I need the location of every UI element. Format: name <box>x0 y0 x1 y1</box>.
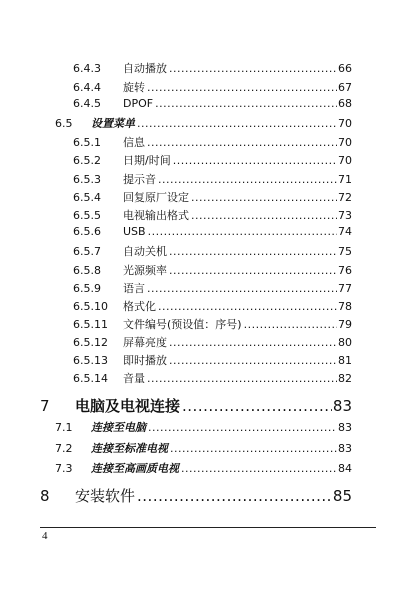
toc-entry-page: 83 <box>332 397 352 415</box>
toc-entry-page: 67 <box>338 81 352 94</box>
toc-dot-leader <box>169 264 337 277</box>
toc-entry-title: 屏幕亮度 <box>123 336 167 349</box>
toc-entry-page: 81 <box>338 354 352 367</box>
toc-entry-number: 6.5 <box>55 117 73 130</box>
toc-entry-page: 70 <box>338 136 352 149</box>
toc-dot-leader <box>170 442 337 455</box>
toc-entry-page: 82 <box>338 372 352 385</box>
toc-entry-page: 76 <box>338 264 352 277</box>
toc-dot-leader <box>169 245 337 258</box>
toc-entry[interactable] <box>73 79 352 95</box>
toc-entry-number: 6.4.3 <box>73 62 101 75</box>
toc-dot-leader <box>147 81 337 94</box>
toc-entry[interactable] <box>73 189 352 205</box>
toc-entry-page: 74 <box>338 225 352 238</box>
toc-dot-leader <box>158 300 337 313</box>
toc-dot-leader <box>169 62 337 75</box>
toc-dot-leader <box>137 487 332 505</box>
toc-entry-number: 6.5.7 <box>73 245 101 258</box>
toc-entry-title: 安装软件 <box>75 487 136 505</box>
toc-entry-title: 电视输出格式 <box>123 209 189 222</box>
toc-entry-number: 7.2 <box>55 442 73 455</box>
toc-section-entry[interactable] <box>55 115 352 131</box>
toc-entry-title: 语言 <box>123 282 145 295</box>
toc-entry-page: 83 <box>338 421 352 434</box>
toc-entry-page: 85 <box>332 487 352 505</box>
footer-divider <box>40 527 376 528</box>
toc-entry-title: 日期/时间 <box>123 154 171 167</box>
toc-entry-number: 6.5.12 <box>73 336 108 349</box>
toc-entry-title: 回复原厂设定 <box>123 191 189 204</box>
toc-dot-leader <box>169 354 337 367</box>
toc-chapter-entry[interactable] <box>40 395 352 416</box>
toc-dot-leader <box>244 318 337 331</box>
toc-dot-leader <box>137 117 337 130</box>
toc-entry-page: 77 <box>338 282 352 295</box>
toc-entry-page: 70 <box>338 117 352 130</box>
toc-dot-leader <box>191 209 337 222</box>
toc-entry-title: 连接至标准电视 <box>91 442 168 455</box>
toc-entry-title: 电脑及电视连接 <box>75 397 181 415</box>
toc-entry-number: 7.3 <box>55 462 73 475</box>
toc-entry-page: 78 <box>338 300 352 313</box>
page-number: 4 <box>42 530 48 542</box>
toc-entry-number: 6.5.13 <box>73 354 108 367</box>
toc-entry-number: 6.5.2 <box>73 154 101 167</box>
toc-entry-number: 6.5.3 <box>73 173 101 186</box>
toc-entry[interactable] <box>73 370 352 386</box>
toc-section-entry[interactable] <box>55 419 352 435</box>
toc-dot-leader <box>191 191 337 204</box>
toc-entry[interactable] <box>73 243 352 259</box>
toc-entry[interactable] <box>73 316 352 332</box>
toc-entry-title: 自动关机 <box>123 245 167 258</box>
toc-entry[interactable] <box>73 171 352 187</box>
toc-entry-title: 连接至高画质电视 <box>91 462 179 475</box>
toc-section-entry[interactable] <box>55 460 352 476</box>
toc-entry-number: 6.5.6 <box>73 225 101 238</box>
toc-entry-number: 6.5.1 <box>73 136 101 149</box>
toc-entry-title: 提示音 <box>123 173 156 186</box>
toc-entry[interactable] <box>73 152 352 168</box>
toc-entry-page: 79 <box>338 318 352 331</box>
toc-dot-leader <box>158 173 337 186</box>
toc-entry-title: DPOF <box>123 97 154 110</box>
toc-entry[interactable] <box>73 352 352 368</box>
toc-entry[interactable] <box>73 207 352 223</box>
toc-entry-page: 84 <box>338 462 352 475</box>
toc-entry-number: 7.1 <box>55 421 73 434</box>
toc-entry-page: 80 <box>338 336 352 349</box>
toc-entry-number: 6.5.11 <box>73 318 108 331</box>
toc-entry-number: 7 <box>40 397 50 415</box>
toc-entry-number: 6.5.8 <box>73 264 101 277</box>
toc-entry-number: 6.5.9 <box>73 282 101 295</box>
toc-dot-leader <box>182 397 332 415</box>
toc-entry-title: USB <box>123 225 146 238</box>
toc-entry-number: 6.5.4 <box>73 191 101 204</box>
toc-entry-number: 6.5.14 <box>73 372 108 385</box>
toc-dot-leader <box>148 225 337 238</box>
toc-entry-page: 83 <box>338 442 352 455</box>
toc-entry-number: 6.5.10 <box>73 300 108 313</box>
toc-entry[interactable] <box>73 97 352 110</box>
toc-entry-page: 66 <box>338 62 352 75</box>
toc-dot-leader <box>181 462 337 475</box>
toc-chapter-entry[interactable] <box>40 485 352 506</box>
toc-entry-title: 设置菜单 <box>91 117 135 130</box>
toc-entry[interactable] <box>73 134 352 150</box>
toc-entry-page: 70 <box>338 154 352 167</box>
toc-entry-title: 格式化 <box>123 300 156 313</box>
toc-entry-number: 6.5.5 <box>73 209 101 222</box>
toc-entry[interactable] <box>73 334 352 350</box>
toc-entry-page: 75 <box>338 245 352 258</box>
toc-dot-leader <box>169 336 337 349</box>
toc-entry[interactable] <box>73 298 352 314</box>
toc-dot-leader <box>173 154 337 167</box>
toc-entry-title: 连接至电脑 <box>91 421 146 434</box>
toc-entry[interactable] <box>73 225 352 238</box>
toc-entry-page: 72 <box>338 191 352 204</box>
toc-dot-leader <box>147 136 337 149</box>
toc-entry-page: 71 <box>338 173 352 186</box>
toc-entry-title: 自动播放 <box>123 62 167 75</box>
toc-entry[interactable] <box>73 262 352 278</box>
toc-entry-number: 6.4.5 <box>73 97 101 110</box>
toc-entry[interactable] <box>73 280 352 296</box>
toc-entry[interactable] <box>73 60 352 76</box>
toc-dot-leader <box>147 372 337 385</box>
toc-entry-title: 音量 <box>123 372 145 385</box>
toc-dot-leader <box>155 97 337 110</box>
toc-entry-number: 6.4.4 <box>73 81 101 94</box>
toc-entry-title: 即时播放 <box>123 354 167 367</box>
toc-entry-title: 文件编号(预设值：序号) <box>123 318 242 331</box>
toc-dot-leader <box>147 282 337 295</box>
toc-entry-title: 信息 <box>123 136 145 149</box>
toc-dot-leader <box>148 421 337 434</box>
toc-entry-title: 光源频率 <box>123 264 167 277</box>
toc-entry-page: 68 <box>338 97 352 110</box>
toc-entry-number: 8 <box>40 487 50 505</box>
toc-entry-title: 旋转 <box>123 81 145 94</box>
toc-entry-page: 73 <box>338 209 352 222</box>
toc-section-entry[interactable] <box>55 440 352 456</box>
